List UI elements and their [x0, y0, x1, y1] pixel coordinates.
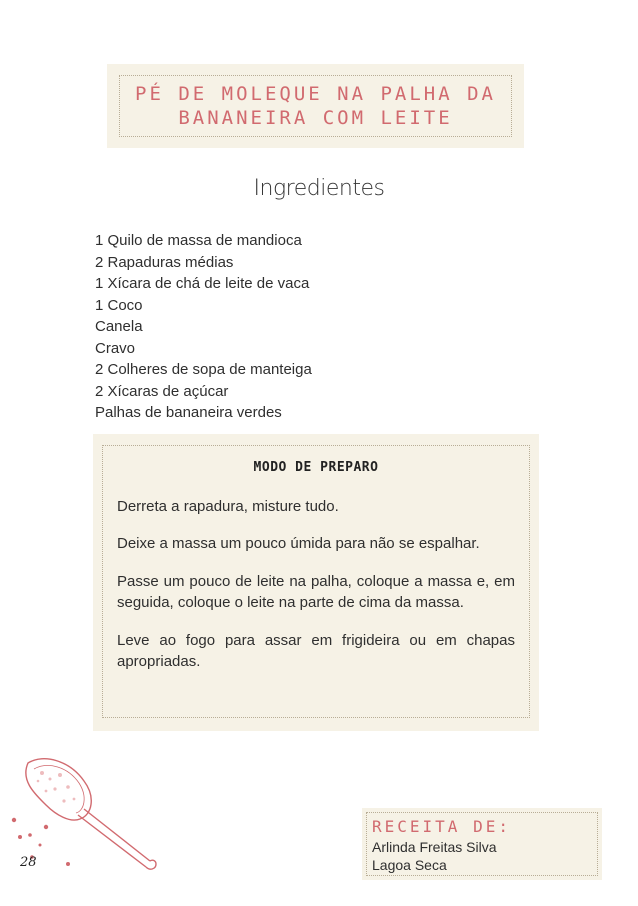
preparation-step: Passe um pouco de leite na palha, coloque a massa e, em seguida, coloque o leite na parte de cima da massa. [117, 573, 515, 611]
recipe-title-line-2: BANANEIRA COM LEITE [178, 107, 453, 129]
author-box [362, 808, 602, 880]
ingredient-item: Palhas de bananeira verdes [95, 404, 282, 421]
preparation-title: MODO DE PREPARO [253, 460, 379, 475]
spatula-illustration [0, 745, 200, 895]
ingredient-item: 2 Colheres de sopa de manteiga [95, 361, 312, 378]
ingredients-list [95, 230, 312, 424]
ingredient-item: 2 Xícaras de açúcar [95, 382, 229, 400]
recipe-title-box [107, 64, 524, 148]
ingredient-item: 2 Rapaduras médias [95, 253, 234, 271]
recipe-title-frame [119, 75, 512, 137]
ingredient-item: Cravo [95, 339, 136, 357]
author-place: Lagoa Seca [372, 857, 447, 873]
preparation-step: Leve ao fogo para assar em frigideira ou em chapas apropriadas. [117, 632, 515, 670]
ingredient-item: 1 Quilo de massa de mandioca [95, 232, 302, 249]
ingredient-item: Canela [95, 318, 143, 335]
page-number: 28 [20, 855, 37, 870]
author-name: Arlinda Freitas Silva [372, 839, 497, 855]
preparation-box [93, 434, 539, 731]
author-frame [366, 812, 598, 876]
author-title: RECEITA DE: [372, 817, 511, 836]
ingredient-item: 1 Xícara de chá de leite de vaca [95, 275, 310, 292]
preparation-frame [102, 445, 530, 718]
ingredient-item: 1 Coco [95, 296, 143, 314]
preparation-step: Deixe a massa um pouco úmida para não se espalhar. [117, 534, 480, 552]
recipe-title-line-1: PÉ DE MOLEQUE NA PALHA DA [135, 83, 496, 105]
ingredients-heading: Ingredientes [253, 176, 385, 201]
preparation-step: Derreta a rapadura, misture tudo. [117, 498, 339, 515]
